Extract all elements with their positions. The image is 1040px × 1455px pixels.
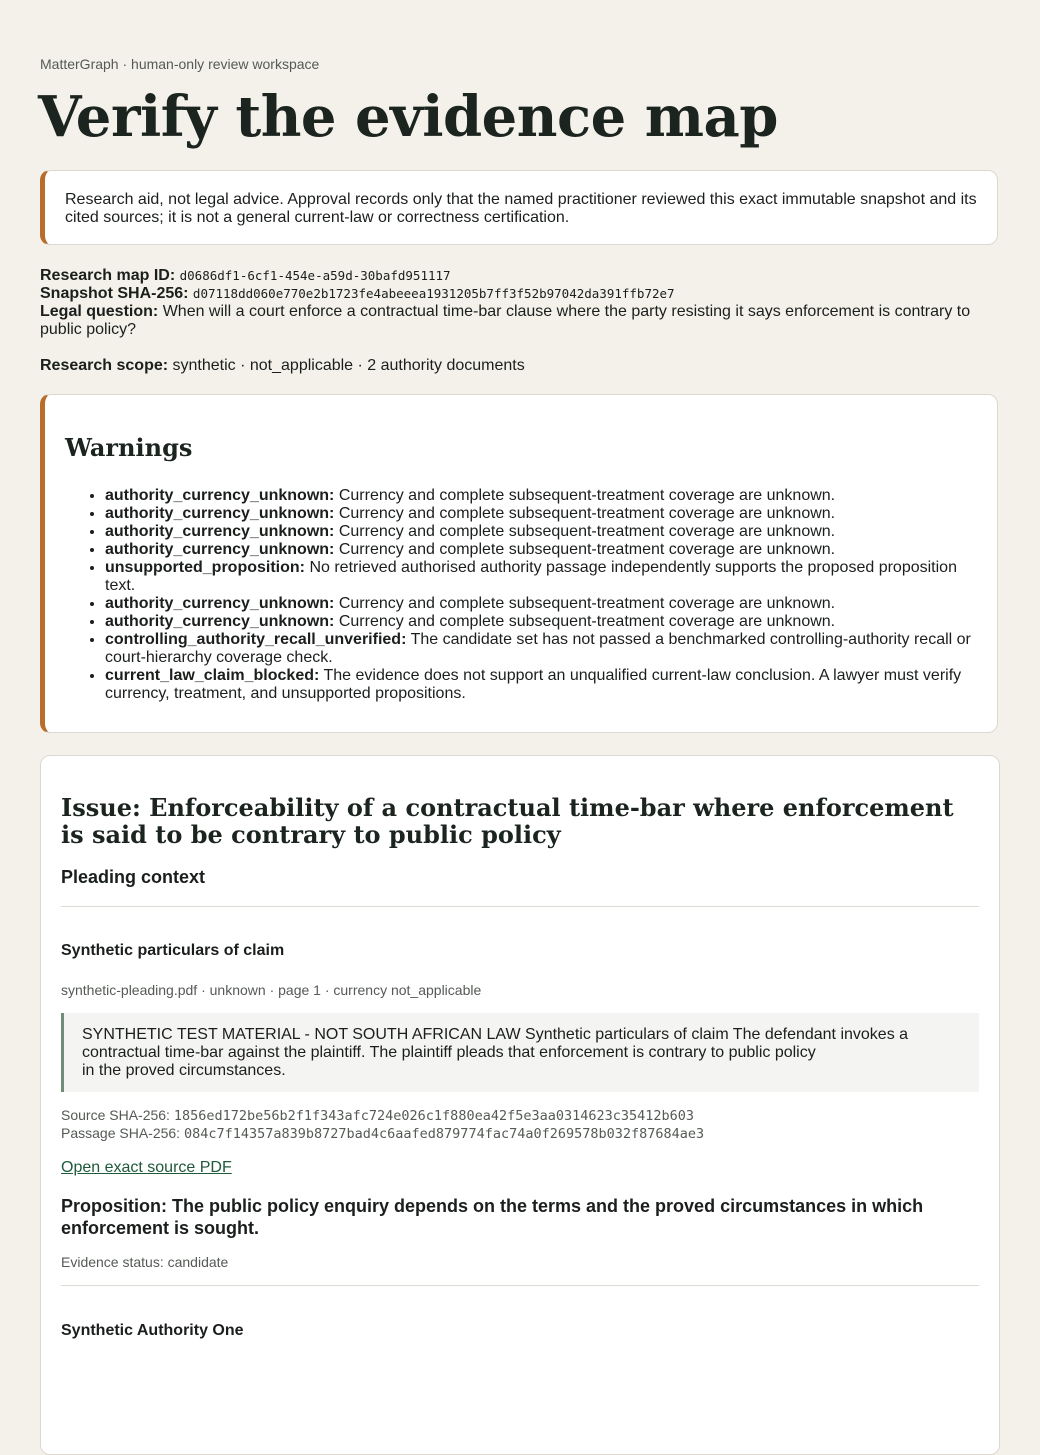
warning-item <box>105 559 977 595</box>
legal-notice-text: Research aid, not legal advice. Approval records only that the named practitioner reviewed this exact immutable snapshot and its cited sources; it is not a general current-law or correctness certification. <box>65 191 977 226</box>
warning-code: authority_currency_unknown: <box>105 505 335 522</box>
warning-item <box>105 487 977 505</box>
open-source-pdf-link[interactable]: Open exact source PDF <box>61 1159 232 1176</box>
map-id-value: d0686df1-6cf1-454e-a59d-30bafd951117 <box>179 268 451 283</box>
warning-code: authority_currency_unknown: <box>105 613 335 630</box>
map-id-label: Research map ID: <box>40 267 176 284</box>
quote-line: contractual time-bar against the plaintiff. The plaintiff pleads that enforcement is contrary to public policy <box>82 1044 816 1061</box>
research-scope-label: Research scope: <box>40 357 169 374</box>
source-hashes <box>61 1107 979 1143</box>
legal-question-row <box>40 303 1000 339</box>
warning-text: Currency and complete subsequent-treatment coverage are unknown. <box>338 595 836 612</box>
research-scope-value: synthetic · not_applicable · 2 authority documents <box>172 357 525 374</box>
section-divider <box>61 1285 979 1286</box>
warning-item <box>105 541 977 559</box>
warning-item <box>105 613 977 631</box>
warnings-heading: Warnings <box>65 433 193 462</box>
issue-panel <box>40 755 1000 1455</box>
warning-text: Currency and complete subsequent-treatment coverage are unknown. <box>338 505 836 522</box>
pleading-context-heading: Pleading context <box>61 867 206 887</box>
issue-title: Issue: Enforceability of a contractual time-bar where enforcement is said to be contrary to public policy <box>61 793 954 849</box>
passage-sha-row <box>61 1125 979 1143</box>
source-title: Synthetic particulars of claim <box>61 942 285 959</box>
section-divider <box>61 906 979 907</box>
passage-sha-value: 084c7f14357a839b8727bad4c6aafed879774fac74a0f269578b032f87684ae3 <box>183 1126 705 1142</box>
research-scope-row <box>40 357 1000 375</box>
warning-text: Currency and complete subsequent-treatment coverage are unknown. <box>338 487 836 504</box>
warning-text: Currency and complete subsequent-treatment coverage are unknown. <box>338 613 836 630</box>
warning-code: controlling_authority_recall_unverified: <box>105 631 407 648</box>
warning-text: No retrieved authorised authority passage independently supports the proposed proposition text. <box>105 559 957 594</box>
snapshot-label: Snapshot SHA-256: <box>40 285 189 302</box>
warning-text: The evidence does not support an unqualified current-law conclusion. A lawyer must verify currency, treatment, and unsupported propositions. <box>105 667 962 702</box>
map-metadata <box>40 267 1000 375</box>
warnings-list <box>65 487 977 703</box>
warning-item <box>105 505 977 523</box>
evidence-status: Evidence status: candidate <box>61 1254 229 1270</box>
warning-item <box>105 631 977 667</box>
warning-text: Currency and complete subsequent-treatment coverage are unknown. <box>338 523 836 540</box>
source-passage-quote <box>61 1013 979 1092</box>
passage-sha-label: Passage SHA-256: <box>61 1125 181 1141</box>
warning-text: Currency and complete subsequent-treatment coverage are unknown. <box>338 541 836 558</box>
warning-code: authority_currency_unknown: <box>105 595 335 612</box>
warning-item <box>105 523 977 541</box>
legal-notice <box>40 170 998 245</box>
warning-code: authority_currency_unknown: <box>105 541 335 558</box>
snapshot-value: d07118dd060e770e2b1723fe4abeeea1931205b7ff3f52b97042da391ffb72e7 <box>192 286 675 301</box>
authority-title: Synthetic Authority One <box>61 1322 244 1339</box>
source-meta: synthetic-pleading.pdf · unknown · page 1 · currency not_applicable <box>61 982 482 998</box>
quote-line: SYNTHETIC TEST MATERIAL - NOT SOUTH AFRICAN LAW Synthetic particulars of claim The defendant invokes a <box>82 1026 909 1043</box>
warnings-panel <box>40 394 998 733</box>
legal-question-label: Legal question: <box>40 303 159 320</box>
warning-text: The candidate set has not passed a benchmarked controlling-authority recall or court-hierarchy coverage check. <box>105 631 971 666</box>
proposition-heading: Proposition: The public policy enquiry depends on the terms and the proved circumstances in which enforcement is sought. <box>61 1196 924 1238</box>
warning-item <box>105 595 977 613</box>
map-id-row <box>40 267 1000 285</box>
snapshot-row <box>40 285 1000 303</box>
source-sha-row <box>61 1107 979 1125</box>
warning-code: unsupported_proposition: <box>105 559 305 576</box>
page-title: Verify the evidence map <box>38 84 778 150</box>
workspace-eyebrow: MatterGraph · human-only review workspace <box>40 56 320 72</box>
quote-line: in the proved circumstances. <box>82 1062 286 1079</box>
source-sha-label: Source SHA-256: <box>61 1107 170 1123</box>
legal-question-value: When will a court enforce a contractual time-bar clause where the party resisting it says enforcement is contrary to public policy? <box>40 303 971 338</box>
source-sha-value: 1856ed172be56b2f1f343afc724e026c1f880ea42f5e3aa0314623c35412b603 <box>173 1108 695 1124</box>
warning-code: authority_currency_unknown: <box>105 487 335 504</box>
warning-code: current_law_claim_blocked: <box>105 667 320 684</box>
warning-code: authority_currency_unknown: <box>105 523 335 540</box>
warning-item <box>105 667 977 703</box>
